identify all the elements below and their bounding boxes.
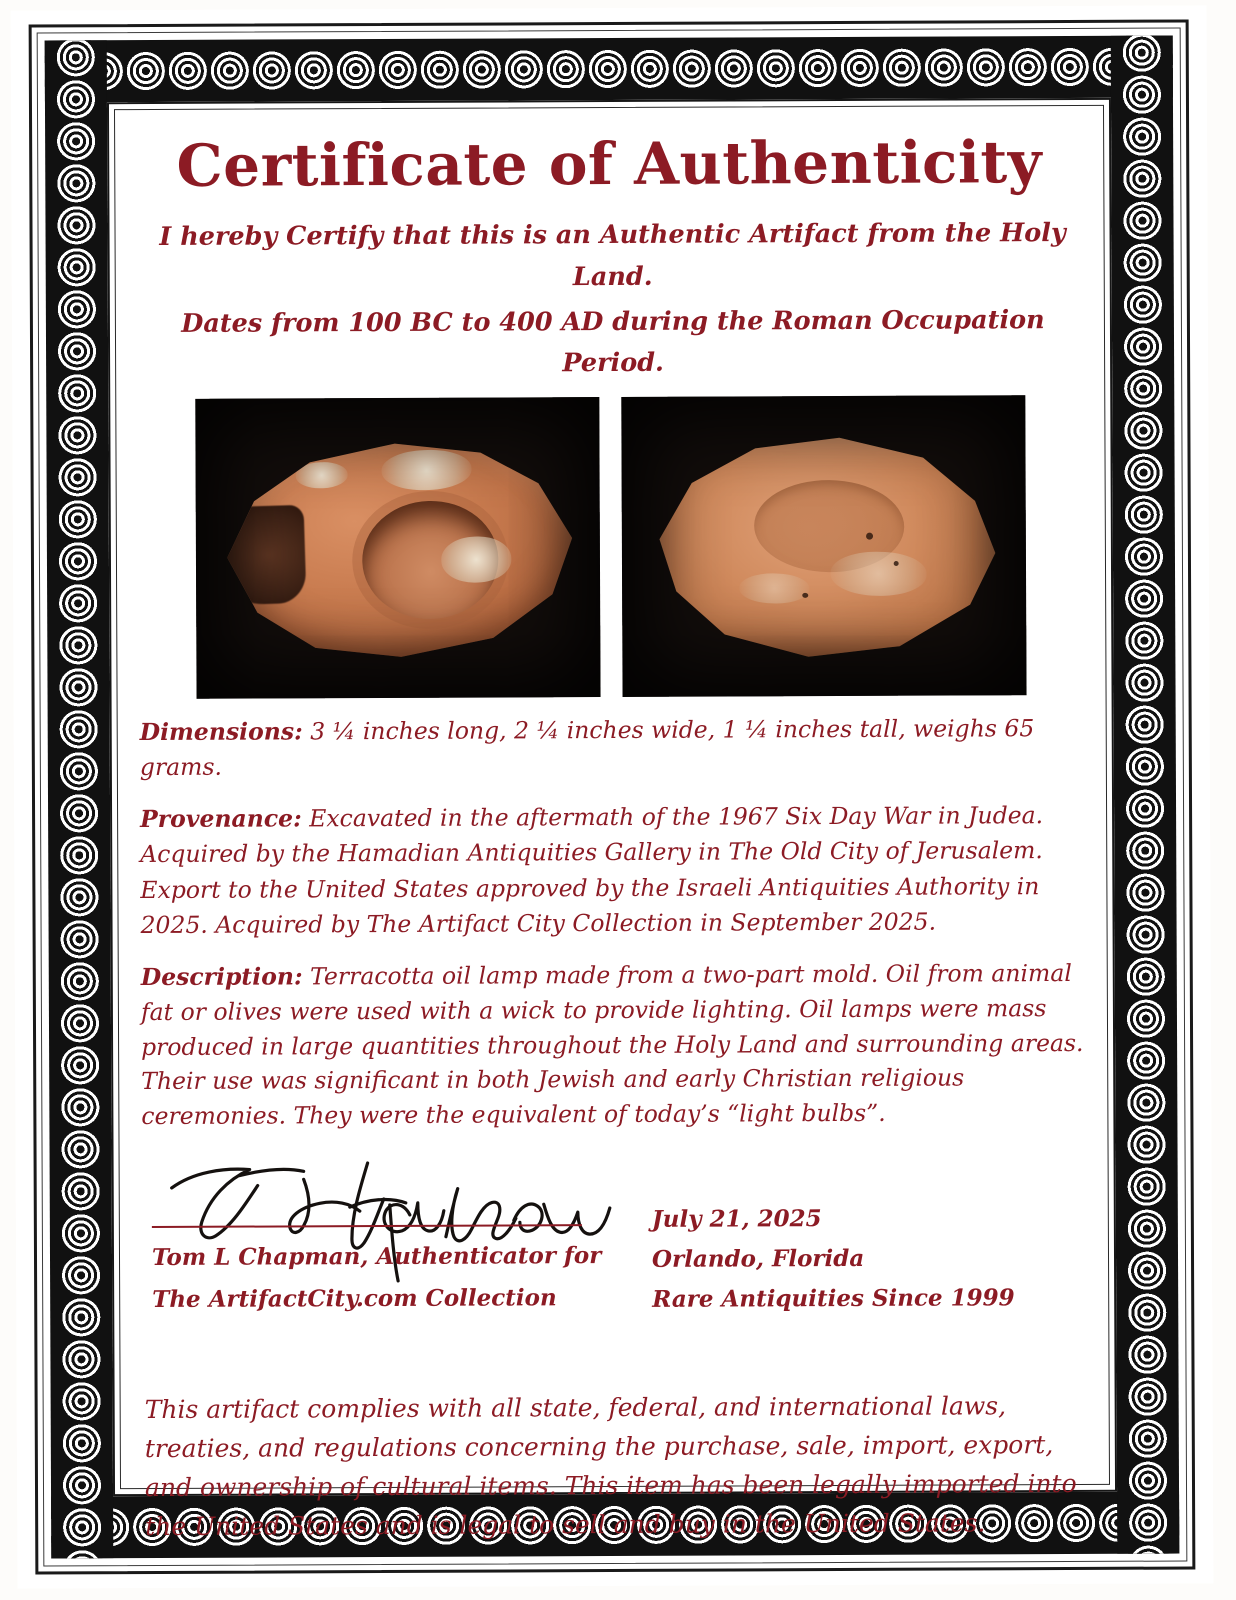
oil-lamp-top-illustration [216, 426, 579, 669]
border-ring-motif [165, 48, 211, 94]
border-ring-motif [921, 44, 967, 90]
decorative-border-top [45, 36, 1173, 103]
border-ring-motif [711, 45, 757, 91]
field-provenance [140, 798, 1089, 943]
border-ring-motif [1122, 744, 1168, 790]
border-ring-motif [54, 370, 100, 416]
border-ring-motif [1123, 912, 1169, 958]
border-ring-motif [1124, 1248, 1170, 1294]
border-ring-motif [55, 580, 101, 626]
artifact-photo-bottom-view [621, 395, 1026, 697]
surface-speck [802, 593, 808, 598]
border-ring-motif [1119, 36, 1165, 76]
field-dimensions-value: 3 ¼ inches long, 2 ¼ inches wide, 1 ¼ inches tall, weighs 65 grams. [139, 713, 1035, 781]
border-ring-motif [1120, 282, 1166, 328]
border-ring-motif [291, 47, 337, 93]
decorative-border-right [1111, 36, 1180, 1554]
border-ring-motif [56, 706, 102, 752]
border-ring-motif [55, 496, 101, 542]
field-dimensions [140, 711, 1088, 786]
border-ring-motif [56, 748, 102, 794]
border-ring-motif [58, 1336, 104, 1382]
oil-lamp-bottom-illustration [647, 425, 1000, 666]
border-ring-motif [375, 47, 421, 93]
field-description-value: Terracotta oil lamp made from a two-part mold. Oil from animal fat or olives were used with a wick to provide lighting. Oil lamps were mass produced in large quantities throughout the Holy Land and surrounding areas. Their use was significant in both Jewish and early Christian religious ceremonies. They were the equivalent of today’s “light bulbs”. [140, 959, 1084, 1131]
border-ring-motif [53, 118, 99, 164]
border-ring-motif [1121, 534, 1167, 580]
border-ring-motif [1123, 996, 1169, 1042]
decorative-border-left [45, 40, 114, 1558]
border-ring-motif [58, 1252, 104, 1298]
border-ring-motif [879, 45, 925, 91]
border-ring-motif [1122, 828, 1168, 874]
border-ring-motif [54, 328, 100, 374]
border-ring-motif [57, 1084, 103, 1130]
mineral-crust [381, 448, 472, 491]
border-ring-motif [59, 1462, 105, 1508]
border-ring-motif [58, 1168, 104, 1214]
border-ring-motif [1005, 44, 1051, 90]
border-ring-motif [1120, 450, 1166, 496]
border-ring-motif [1123, 954, 1169, 1000]
certificate-content [133, 118, 1091, 1542]
border-ring-motif [1119, 114, 1165, 160]
border-ring-motif [57, 916, 103, 962]
border-ring-motif [55, 664, 101, 710]
legal-compliance-text: This artifact complies with all state, federal, and international laws, treaties, and regulations concerning the purchase, sale, import, export, and ownership of cultural items. This item has been legally imported into the United States and is legal to sell and buy in the United States. [144, 1391, 1077, 1542]
border-ring-motif [1125, 1416, 1171, 1462]
signature-date: July 21, 2025 [651, 1205, 822, 1233]
statement-line-1: I hereby Certify that this is an Authentic Artifact from the Holy Land. [159, 218, 1066, 292]
border-ring-motif [753, 45, 799, 91]
field-description [141, 956, 1090, 1134]
border-ring-motif [58, 1294, 104, 1340]
border-ring-motif [59, 1504, 105, 1550]
mineral-crust [296, 461, 349, 489]
border-ring-motif [58, 1210, 104, 1256]
border-ring-motif [55, 622, 101, 668]
border-ring-motif [54, 286, 100, 332]
border-ring-motif [59, 1378, 105, 1424]
border-ring-motif [53, 76, 99, 122]
border-ring-motif [417, 47, 463, 93]
border-ring-motif [57, 1000, 103, 1046]
company-tagline: Rare Antiquities Since 1999 [652, 1284, 1015, 1313]
border-ring-motif [59, 1420, 105, 1466]
border-ring-motif [57, 1042, 103, 1088]
certificate-title: Certificate of Authenticity [176, 128, 1043, 200]
border-ring-motif [1125, 1374, 1171, 1420]
border-ring-motif [57, 1126, 103, 1172]
field-description-label: Description: [140, 962, 303, 992]
border-ring-motif [1120, 366, 1166, 412]
border-ring-motif [56, 874, 102, 920]
border-ring-motif [55, 538, 101, 584]
border-ring-motif [1122, 702, 1168, 748]
border-ring-motif [1119, 198, 1165, 244]
surface-speck [894, 561, 899, 566]
border-ring-motif [53, 202, 99, 248]
signature-block [142, 1156, 1091, 1336]
signer-organization: The ArtifactCity.com Collection [152, 1284, 557, 1313]
border-ring-motif [1121, 660, 1167, 706]
border-ring-motif [1121, 618, 1167, 664]
border-ring-motif [1119, 156, 1165, 202]
border-ring-motif [1125, 1542, 1171, 1554]
border-ring-motif [963, 44, 1009, 90]
mineral-crust [739, 573, 809, 604]
artifact-photos [134, 395, 1087, 699]
border-ring-motif [1047, 44, 1093, 90]
border-ring-motif [1122, 786, 1168, 832]
border-ring-motif [1120, 240, 1166, 286]
border-ring-motif [543, 46, 589, 92]
border-ring-motif [795, 45, 841, 91]
border-ring-motif [54, 412, 100, 458]
border-ring-motif [54, 454, 100, 500]
border-ring-motif [585, 46, 631, 92]
border-ring-motif [123, 48, 169, 94]
lamp-nozzle [211, 504, 306, 605]
border-ring-motif [53, 160, 99, 206]
border-ring-motif [57, 958, 103, 1004]
field-provenance-value: Excavated in the aftermath of the 1967 Six Day War in Judea. Acquired by the Hamadian Antiquities Gallery in The Old City of Jerusalem. Export to the United States approved by the Israeli Antiquities Authority in 2025. Acquired by The Artifact City Collection in September 2025. [140, 801, 1044, 939]
border-ring-motif [627, 46, 673, 92]
border-ring-motif [53, 40, 99, 80]
mineral-crust [440, 535, 511, 583]
border-ring-motif [1121, 576, 1167, 622]
border-ring-motif [56, 790, 102, 836]
border-ring-motif [249, 47, 295, 93]
border-ring-motif [501, 46, 547, 92]
signer-name: Tom L Chapman, Authenticator for [151, 1242, 602, 1271]
signature-city: Orlando, Florida [651, 1244, 865, 1273]
border-ring-motif [1124, 1332, 1170, 1378]
border-ring-motif [56, 832, 102, 878]
content-frame [107, 98, 1117, 1542]
border-ring-motif [207, 48, 253, 94]
field-dimensions-label: Dimensions: [139, 717, 303, 746]
certificate-sheet [11, 5, 1214, 1588]
surface-speck [866, 532, 873, 539]
mineral-crust [830, 551, 927, 596]
statement-line-2: Dates from 100 BC to 400 AD during the Roman Occupation Period. [181, 305, 1045, 379]
border-ring-motif [1123, 1080, 1169, 1126]
border-ring-motif [1120, 324, 1166, 370]
border-ring-motif [1123, 1038, 1169, 1084]
border-ring-motif [837, 45, 883, 91]
border-ring-motif [1120, 408, 1166, 454]
border-ring-motif [1123, 1122, 1169, 1168]
field-provenance-label: Provenance: [140, 804, 302, 834]
border-ring-motif [1124, 1290, 1170, 1336]
border-ring-motif [1125, 1500, 1171, 1546]
border-ring-motif [333, 47, 379, 93]
border-ring-motif [1119, 72, 1165, 118]
border-ring-motif [1121, 492, 1167, 538]
border-ring-motif [1125, 1458, 1171, 1504]
border-ring-motif [669, 46, 715, 92]
border-ring-motif [459, 46, 505, 92]
border-ring-motif [1122, 870, 1168, 916]
border-ring-motif [59, 1546, 105, 1558]
border-ring-motif [54, 244, 100, 290]
border-ring-motif [1124, 1206, 1170, 1252]
border-ring-motif [1124, 1164, 1170, 1210]
artifact-photo-top-view [195, 397, 600, 699]
